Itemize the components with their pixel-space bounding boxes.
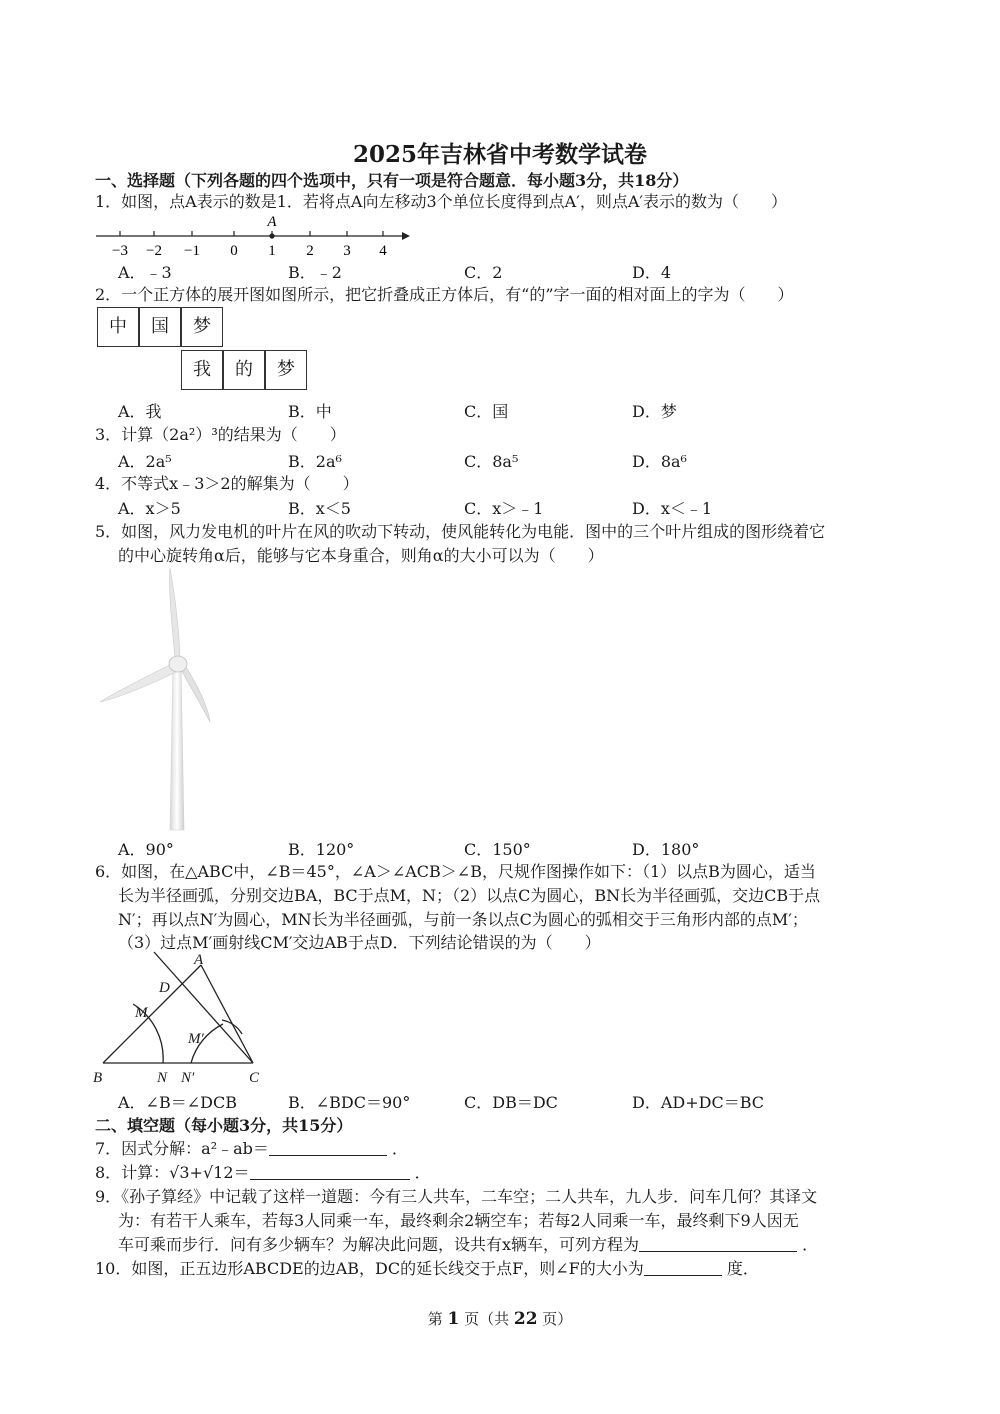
section-1-heading: 一、选择题（下列各题的四个选项中，只有一项是符合题意．每小题3分，共18分） [95,171,689,190]
label-m-prime: M′ [188,1031,204,1047]
page-title: 2025年吉林省中考数学试卷 [352,141,647,168]
question-7-end: ． [392,1139,409,1158]
label-a: A [194,952,204,968]
question-1-text: 1．如图，点A表示的数是1．若将点A向左移动3个单位长度得到点A′，则点A′表示的数为（ ） [95,192,788,211]
q3-option-c[interactable]: C．8a⁵ [464,452,519,471]
q5-option-a[interactable]: A．90° [118,840,174,859]
question-9-end: ． [802,1235,819,1254]
net-cell: 我 [181,350,223,390]
question-3-text: 3．计算（2a²）³的结果为（ ） [95,425,346,444]
triangle-construction-figure [90,948,280,1088]
net-cell: 中 [97,307,139,347]
q5-option-c[interactable]: C．150° [464,840,531,859]
q9-answer-blank[interactable] [639,1251,797,1252]
label-c: C [249,1070,260,1086]
tick-label: −3 [112,243,128,259]
q3-option-d[interactable]: D．8a⁶ [632,452,687,471]
net-cell: 的 [223,350,265,390]
question-8-text: 8．计算：√3+√12＝ [95,1163,250,1182]
q10-answer-blank[interactable] [644,1275,722,1276]
footer-pre: 第 [427,1310,448,1328]
question-7-text: 7．因式分解：a²﹣ab＝ [95,1139,269,1158]
label-n: N [157,1070,168,1086]
q3-option-a[interactable]: A．2a⁵ [118,452,172,471]
q8-answer-blank[interactable] [250,1179,410,1180]
tick-label: 3 [343,243,351,259]
label-b: B [93,1070,103,1086]
question-6-line-4: （3）过点M′画射线CM′交边AB于点D．下列结论错误的为（ ） [118,933,601,952]
q1-option-b[interactable]: B．﹣2 [288,263,342,282]
number-line-figure [92,212,412,262]
question-9-line-2: 为：有若干人乘车，若每3人同乘一车，最终剩余2辆空车；若每2人同乘一车，最终剩下9人因无 [118,1211,799,1230]
tick-label: 1 [268,243,276,259]
net-cell: 国 [139,307,181,347]
question-5-line-2: 的中心旋转角α后，能够与它本身重合，则角α的大小可以为（ ） [118,546,604,565]
q4-option-d[interactable]: D．x＜﹣1 [632,499,713,518]
footer-total-pages: 22 [513,1309,538,1329]
q4-option-b[interactable]: B．x＜5 [288,499,351,518]
question-5-line-1: 5．如图，风力发电机的叶片在风的吹动下转动，使风能转化为电能．图中的三个叶片组成的图形绕着它 [95,522,826,541]
question-6-line-3: N′；再以点N′为圆心，MN长为半径画弧，与前一条以点C为圆心的弧相交于三角形内部的点M′； [118,910,808,929]
question-4-text: 4．不等式x﹣3＞2的解集为（ ） [95,474,359,493]
q6-option-c[interactable]: C．DB＝DC [464,1093,558,1112]
footer-page-number: 1 [447,1309,460,1329]
footer-mid: 页（共 [459,1310,514,1328]
question-10 [95,1257,759,1281]
q3-option-b[interactable]: B．2a⁶ [288,452,342,471]
q4-option-a[interactable]: A．x＞5 [118,499,181,518]
label-n-prime: N′ [181,1070,195,1086]
q6-option-b[interactable]: B．∠BDC＝90° [288,1093,411,1112]
question-6-line-1: 6．如图，在△ABC中，∠B＝45°，∠A＞∠ACB＞∠B，尺规作图操作如下：（1）以点B为圆心，适当 [95,862,816,881]
q4-option-c[interactable]: C．x＞﹣1 [464,499,544,518]
q5-option-d[interactable]: D．180° [632,840,700,859]
question-9-line-1: 9．《孙子算经》中记载了这样一道题：今有三人共车，二车空；二人共车，九人步．问车几何？其译文 [95,1187,818,1206]
point-a-label: A [267,214,277,230]
question-6-line-2: 长为半径画弧，分别交边BA，BC于点M，N；（2）以点C为圆心，BN长为半径画弧，交边CB于点 [118,886,821,905]
net-cell: 梦 [181,307,223,347]
point-a-dot [269,233,274,238]
section-2-heading: 二、填空题（每小题3分，共15分） [95,1116,353,1135]
q2-option-a[interactable]: A．我 [118,402,162,421]
question-7 [95,1137,408,1161]
q2-option-c[interactable]: C．国 [464,402,509,421]
q6-option-a[interactable]: A．∠B＝∠DCB [118,1093,237,1112]
label-d: D [159,980,170,996]
question-8-end: ． [414,1163,431,1182]
wind-turbine-image [96,566,246,832]
q7-answer-blank[interactable] [269,1155,387,1156]
tick-label: −2 [146,243,162,259]
question-10-end: 度． [726,1259,759,1278]
q5-option-b[interactable]: B．120° [288,840,355,859]
question-9-line-3 [118,1233,818,1257]
net-cell: 梦 [265,350,307,390]
q2-option-b[interactable]: B．中 [288,402,332,421]
tick-label: 4 [379,243,387,259]
tick-label: 0 [230,243,238,259]
page-footer [0,1308,1000,1329]
question-9-line-3-text: 车可乘而步行．问有多少辆车？为解决此问题，设共有x辆车，可列方程为 [118,1235,640,1254]
q1-option-a[interactable]: A．﹣3 [118,263,172,282]
tick-label: −1 [184,243,200,259]
label-m: M [135,1005,148,1021]
q1-option-d[interactable]: D．4 [632,263,672,282]
q2-option-d[interactable]: D．梦 [632,402,677,421]
tick-label: 2 [306,243,314,259]
question-2-text: 2．一个正方体的展开图如图所示，把它折叠成正方体后，有“的”字一面的相对面上的字为（ ） [95,285,794,304]
q1-option-c[interactable]: C．2 [464,263,503,282]
q6-option-d[interactable]: D．AD+DC＝BC [632,1093,764,1112]
question-8 [95,1161,431,1185]
footer-post: 页） [537,1310,573,1328]
question-10-text: 10．如图，正五边形ABCDE的边AB，DC的延长线交于点F，则∠F的大小为 [95,1259,644,1278]
